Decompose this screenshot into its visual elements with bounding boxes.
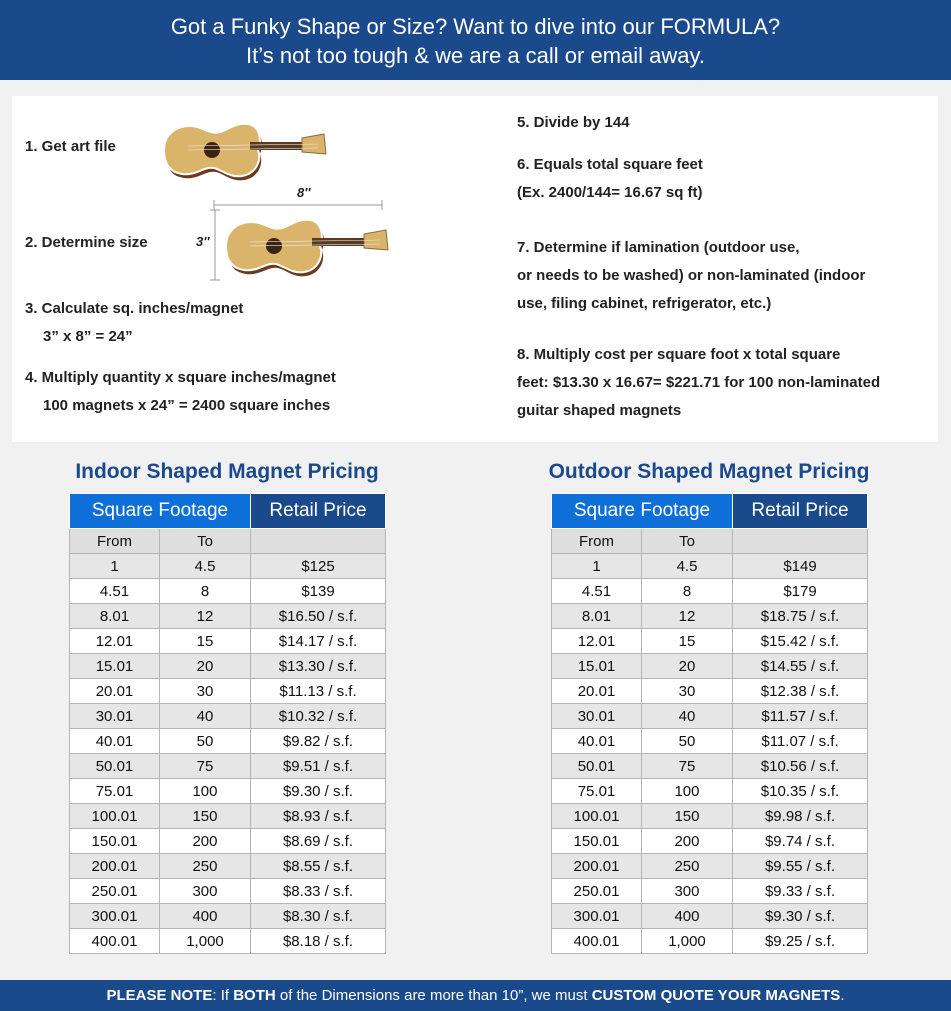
cell-to: 200: [641, 829, 732, 854]
cell-to: 15: [159, 629, 250, 654]
header-banner: [0, 0, 951, 80]
outdoor-pricing-table: [551, 493, 868, 954]
cell-price: $9.25 / s.f.: [733, 929, 868, 954]
cell-price: $18.75 / s.f.: [733, 604, 868, 629]
cell-to: 50: [159, 729, 250, 754]
cell-from: 250.01: [552, 879, 642, 904]
cell-from: 75.01: [552, 779, 642, 804]
step-6-example: (Ex. 2400/144= 16.67 sq ft): [517, 184, 703, 201]
step-7-line-2: or needs to be washed) or non-laminated (indoor: [517, 267, 866, 284]
table-row: [70, 829, 386, 854]
cell-from: 4.51: [552, 579, 642, 604]
cell-to: 100: [641, 779, 732, 804]
cell-price: $11.07 / s.f.: [733, 729, 868, 754]
cell-price: $9.33 / s.f.: [733, 879, 868, 904]
cell-to: 250: [159, 854, 250, 879]
cell-price: $11.13 / s.f.: [251, 679, 386, 704]
cell-to: 8: [641, 579, 732, 604]
cell-price: $10.35 / s.f.: [733, 779, 868, 804]
cell-price: $179: [733, 579, 868, 604]
subheader-row: [552, 529, 868, 554]
width-dimension-line: [212, 200, 384, 210]
cell-from: 8.01: [70, 604, 160, 629]
cell-from: 20.01: [552, 679, 642, 704]
cell-from: 100.01: [70, 804, 160, 829]
cell-price: $139: [251, 579, 386, 604]
step-7-line-1: 7. Determine if lamination (outdoor use,: [517, 239, 800, 256]
dimension-height-label: 3″: [196, 234, 210, 249]
table-row: [70, 654, 386, 679]
cell-to: 30: [159, 679, 250, 704]
column-header-retail-price: Retail Price: [733, 494, 868, 529]
table-row: [552, 904, 868, 929]
height-dimension-line: [210, 208, 220, 282]
column-header-from: From: [70, 529, 160, 554]
header-line-2: It’s not too tough & we are a call or email away.: [246, 43, 705, 68]
table-row: [70, 779, 386, 804]
column-header-to: To: [159, 529, 250, 554]
table-row: [70, 904, 386, 929]
column-header-to: To: [641, 529, 732, 554]
cell-price: $125: [251, 554, 386, 579]
cell-to: 40: [641, 704, 732, 729]
table-row: [552, 854, 868, 879]
cell-price: $8.18 / s.f.: [251, 929, 386, 954]
step-8-line-1: 8. Multiply cost per square foot x total square: [517, 346, 841, 363]
cell-to: 250: [641, 854, 732, 879]
cell-to: 4.5: [159, 554, 250, 579]
table-row: [552, 754, 868, 779]
cell-to: 30: [641, 679, 732, 704]
cell-price: $16.50 / s.f.: [251, 604, 386, 629]
header-line-1: Got a Funky Shape or Size? Want to dive into our FORMULA?: [170, 14, 781, 39]
cell-to: 400: [641, 904, 732, 929]
cell-from: 400.01: [70, 929, 160, 954]
cell-from: 30.01: [552, 704, 642, 729]
cell-price: $9.30 / s.f.: [733, 904, 868, 929]
cell-to: 40: [159, 704, 250, 729]
step-2: 2. Determine size: [25, 234, 148, 251]
footer-note-label: PLEASE NOTE: [106, 987, 213, 1004]
dimension-width-label: 8″: [297, 185, 311, 200]
table-row: [552, 779, 868, 804]
cell-from: 300.01: [70, 904, 160, 929]
cell-from: 12.01: [552, 629, 642, 654]
cell-price: $9.74 / s.f.: [733, 829, 868, 854]
cell-to: 150: [641, 804, 732, 829]
table-row: [70, 729, 386, 754]
step-3-example: 3” x 8” = 24”: [43, 328, 133, 345]
column-header-square-footage: Square Footage: [70, 494, 251, 529]
cell-from: 15.01: [70, 654, 160, 679]
cell-price: $14.17 / s.f.: [251, 629, 386, 654]
table-row: [552, 704, 868, 729]
indoor-pricing-table: [69, 493, 386, 954]
table-row: [552, 829, 868, 854]
step-4: 4. Multiply quantity x square inches/magnet: [25, 369, 336, 386]
outdoor-pricing-title: Outdoor Shaped Magnet Pricing: [548, 460, 870, 483]
cell-from: 1: [552, 554, 642, 579]
cell-price: $12.38 / s.f.: [733, 679, 868, 704]
table-row: [70, 804, 386, 829]
footer-text-1: : If: [212, 987, 234, 1004]
cell-from: 75.01: [70, 779, 160, 804]
formula-panel: [12, 96, 938, 442]
table-row: [552, 804, 868, 829]
table-row: [70, 879, 386, 904]
table-row: [70, 704, 386, 729]
step-1: 1. Get art file: [25, 138, 116, 155]
table-row: [70, 929, 386, 954]
cell-to: 15: [641, 629, 732, 654]
column-header-blank: [733, 529, 868, 554]
cell-to: 12: [641, 604, 732, 629]
table-row: [70, 679, 386, 704]
cell-to: 50: [641, 729, 732, 754]
indoor-pricing-title: Indoor Shaped Magnet Pricing: [75, 460, 379, 483]
table-row: [70, 754, 386, 779]
table-row: [552, 729, 868, 754]
cell-price: $9.82 / s.f.: [251, 729, 386, 754]
cell-price: $8.69 / s.f.: [251, 829, 386, 854]
cell-price: $8.33 / s.f.: [251, 879, 386, 904]
cell-price: $9.30 / s.f.: [251, 779, 386, 804]
cell-to: 1,000: [641, 929, 732, 954]
column-header-from: From: [552, 529, 642, 554]
cell-to: 75: [641, 754, 732, 779]
step-3: 3. Calculate sq. inches/magnet: [25, 300, 244, 317]
column-header-retail-price: Retail Price: [251, 494, 386, 529]
cell-to: 75: [159, 754, 250, 779]
cell-price: $8.93 / s.f.: [251, 804, 386, 829]
table-row: [552, 554, 868, 579]
table-row: [552, 579, 868, 604]
table-row: [70, 604, 386, 629]
table-row: [552, 929, 868, 954]
cell-from: 15.01: [552, 654, 642, 679]
cell-to: 200: [159, 829, 250, 854]
cell-from: 30.01: [70, 704, 160, 729]
step-5: 5. Divide by 144: [517, 114, 630, 131]
cell-to: 300: [159, 879, 250, 904]
cell-to: 20: [641, 654, 732, 679]
cell-from: 250.01: [70, 879, 160, 904]
table-row: [552, 654, 868, 679]
cell-from: 50.01: [552, 754, 642, 779]
cell-from: 100.01: [552, 804, 642, 829]
step-7-line-3: use, filing cabinet, refrigerator, etc.): [517, 295, 772, 312]
cell-price: $8.30 / s.f.: [251, 904, 386, 929]
cell-from: 8.01: [552, 604, 642, 629]
cell-to: 100: [159, 779, 250, 804]
guitar-sized-image: [220, 210, 390, 284]
cell-from: 40.01: [70, 729, 160, 754]
step-4-example: 100 magnets x 24” = 2400 square inches: [43, 397, 331, 414]
cell-from: 200.01: [70, 854, 160, 879]
cell-price: $14.55 / s.f.: [733, 654, 868, 679]
cell-to: 150: [159, 804, 250, 829]
cell-to: 300: [641, 879, 732, 904]
cell-price: $10.32 / s.f.: [251, 704, 386, 729]
cell-from: 4.51: [70, 579, 160, 604]
cell-to: 400: [159, 904, 250, 929]
footer-emphasis-both: BOTH: [233, 987, 276, 1004]
cell-from: 150.01: [70, 829, 160, 854]
cell-from: 300.01: [552, 904, 642, 929]
cell-from: 400.01: [552, 929, 642, 954]
cell-price: $13.30 / s.f.: [251, 654, 386, 679]
cell-price: $149: [733, 554, 868, 579]
cell-price: $10.56 / s.f.: [733, 754, 868, 779]
table-row: [552, 879, 868, 904]
cell-from: 40.01: [552, 729, 642, 754]
column-header-blank: [251, 529, 386, 554]
cell-from: 12.01: [70, 629, 160, 654]
table-row: [70, 854, 386, 879]
subheader-row: [70, 529, 386, 554]
cell-to: 1,000: [159, 929, 250, 954]
column-header-square-footage: Square Footage: [552, 494, 733, 529]
footer-text-2: of the Dimensions are more than 10”, we must: [275, 987, 592, 1004]
step-8-line-3: guitar shaped magnets: [517, 402, 682, 419]
footer-text-3: .: [840, 987, 845, 1004]
footer-note: [0, 980, 951, 1011]
cell-to: 4.5: [641, 554, 732, 579]
cell-price: $8.55 / s.f.: [251, 854, 386, 879]
cell-to: 12: [159, 604, 250, 629]
step-8-line-2: feet: $13.30 x 16.67= $221.71 for 100 non-laminated: [517, 374, 881, 391]
table-row: [552, 629, 868, 654]
cell-to: 20: [159, 654, 250, 679]
cell-price: $9.55 / s.f.: [733, 854, 868, 879]
cell-from: 150.01: [552, 829, 642, 854]
cell-from: 20.01: [70, 679, 160, 704]
table-row: [70, 554, 386, 579]
cell-price: $9.98 / s.f.: [733, 804, 868, 829]
table-row: [70, 629, 386, 654]
cell-price: $11.57 / s.f.: [733, 704, 868, 729]
cell-price: $15.42 / s.f.: [733, 629, 868, 654]
table-row: [552, 679, 868, 704]
cell-from: 1: [70, 554, 160, 579]
cell-to: 8: [159, 579, 250, 604]
guitar-image: [158, 114, 328, 188]
table-row: [552, 604, 868, 629]
footer-emphasis-custom-quote: CUSTOM QUOTE YOUR MAGNETS: [591, 987, 841, 1004]
cell-price: $9.51 / s.f.: [251, 754, 386, 779]
step-6: 6. Equals total square feet: [517, 156, 703, 173]
table-row: [70, 579, 386, 604]
cell-from: 50.01: [70, 754, 160, 779]
cell-from: 200.01: [552, 854, 642, 879]
